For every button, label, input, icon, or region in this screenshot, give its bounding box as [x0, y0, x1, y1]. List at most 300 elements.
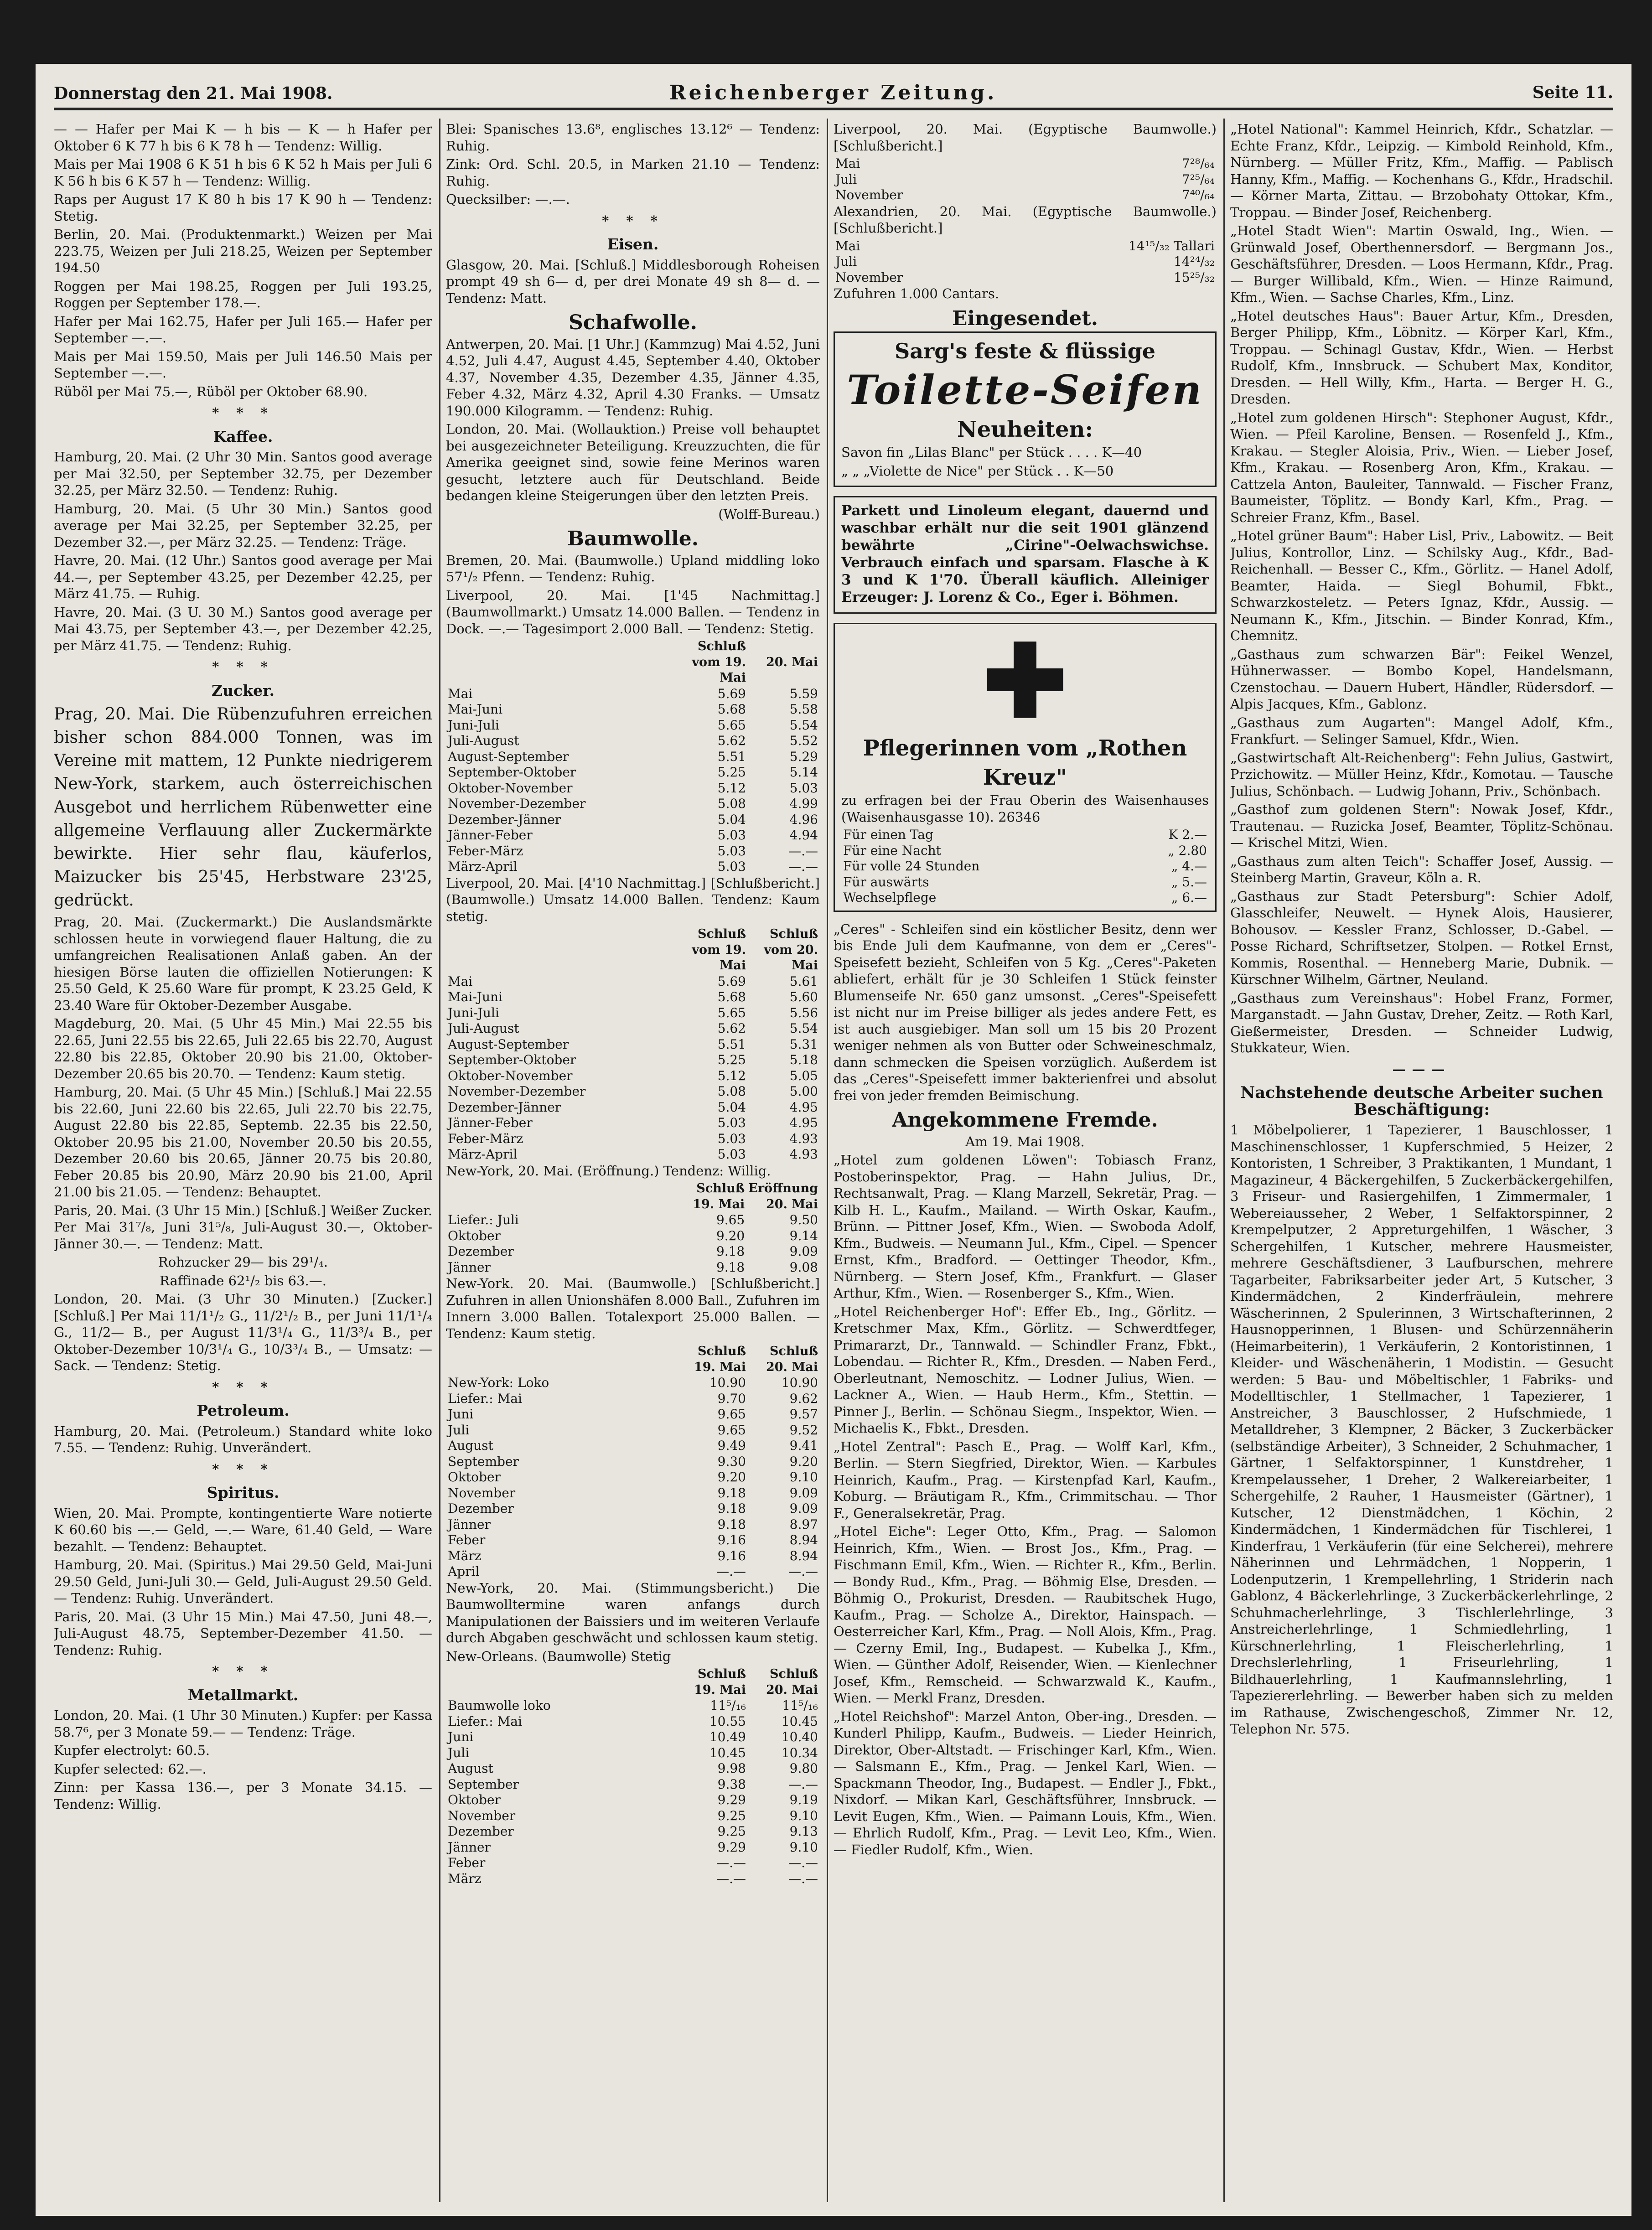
table-row [446, 1485, 820, 1501]
price-cell: 9.65 [717, 1407, 746, 1422]
visitor-list: „Gasthaus zur Stadt Petersburg": Schier Adolf, Glasschleifer, Neuwelt. — Hynek Alois, Hausierer, Bohousov. — Kessler Franz, Schlosser, D.-Gabel. — Posse Richard, Schriftsetzer, Stolpen. — Rotkel Ernst, Kommis, Rosenthal. — Henneberg Marie, Dubnik. — Kürschner Wilhelm, Gärtner, Neuland. [1230, 888, 1613, 987]
visitor-list: „Hotel Reichshof": Marzel Anton, Ober-ing., Dresden. — Kunderl Philipp, Kaufm., Budweis. — Lieder Heinrich, Direktor, Ober-Altstadt. — Frischinger Karl, Kfm., Wien. — Salsmann E., Kfm., Prag. — Jenkel Karl, Wien. — Spackmann Theodor, Ing., Budapest. — Endler J., Fbkt., Nixdorf. — Mikan Karl, Geschäftsführer, Innsbruck. — Levit Eugen, Kfm., Wien. — Paimann Louis, Kfm., Wien. — Ehrlich Rudolf, Kfm., Prag. — Levit Leo, Kfm., Wien. — Fiedler Rudolf, Kfm., Wien. [834, 1708, 1217, 1857]
price-cell: 5.14 [789, 765, 818, 780]
market-report: Magdeburg, 20. Mai. (5 Uhr 45 Min.) Mai 22.55 bis 22.65, Juni 22.55 bis 22.65, Juli 22.65 bis 22.70, August 22.80 bis 22.85, Oktober 20.90 bis 21.00, Oktober-Dezember 20.65 bis 20.70. — Tendenz: Kaum stetig. [54, 1016, 432, 1081]
market-report: Raps per August 17 K 80 h bis 17 K 90 h — Tendenz: Stetig. [54, 191, 432, 224]
table-header-row [446, 1344, 820, 1375]
price-cell: 5.08 [717, 1084, 746, 1099]
market-report: London, 20. Mai. (Wollauktion.) Preise voll behauptet bei ausgezeichneter Beteiligung. Kreuzzuchten, die für Amerika geeignet sind, sowie feine Merinos waren gesucht, letztere auch für Deutschland. Beide bedangen kleine Steigerungen über den letzten Preis. [446, 421, 820, 503]
table-row [446, 733, 820, 749]
ad-subtitle: Neuheiten: [957, 417, 1093, 442]
row-label: Oktober-November [448, 780, 573, 796]
section-heading: Baumwolle. [567, 527, 699, 550]
price-cell: —.— [788, 843, 818, 859]
section-heading: Metallmarkt. [187, 1686, 299, 1704]
table-row [446, 828, 820, 843]
price-cell: 9.18 [716, 1259, 745, 1275]
price-cell: 9.29 [717, 1839, 746, 1855]
market-report: Hamburg, 20. Mai. (2 Uhr 30 Min. Santos good average per Mai 32.50, per September 32.75, per Dezember 32.25, per März 32.50. — Tendenz: Ruhig. [54, 449, 432, 498]
price-cell: 5.03 [717, 1147, 746, 1162]
market-report: Rüböl per Mai 75.—, Rüböl per Oktober 68.90. [54, 383, 368, 399]
price-cell: 5.25 [717, 765, 746, 780]
price-cell: —.— [788, 1871, 818, 1886]
price-cell: 9.50 [789, 1212, 818, 1227]
price-cell: 14¹⁵/₃₂ Tallari [1129, 238, 1215, 254]
price-cell: 4.93 [789, 1131, 818, 1146]
table-row [446, 1792, 820, 1808]
table-row [446, 686, 820, 702]
market-report: Prag, 20. Mai. Die Rübenzufuhren erreichen bisher schon 884.000 Tonnen, was im Vereine mit mattem, 12 Punkte niedrigerem New-York, starkem, auch österreichischen Ausgebot und herrlichem Rübenwetter eine allgemeine Verflauung aller Zuckermärkte bewirkte. Hier sehr flau, käuferlos, Maizucker bis 25'45, Herbstware 23'25, gedrückt. [54, 705, 432, 910]
price-table [446, 639, 820, 875]
column-header: Schluß vom 19. Mai [692, 639, 746, 685]
ad-line: Savon fin „Lilas Blanc" per Stück . . . . K—40 [841, 445, 1142, 460]
table-row [841, 827, 1209, 843]
row-label: Jänner [448, 1839, 491, 1855]
price-cell: 4.95 [789, 1115, 818, 1130]
price-cell: 7⁴⁰/₆₄ [1181, 187, 1215, 202]
price-cell: 9.09 [789, 1501, 818, 1516]
row-label: September-Oktober [448, 765, 576, 780]
row-label: Für einen Tag [843, 827, 933, 842]
ad-line: „ „ „Violette de Nice" per Stück . . K—50 [841, 463, 1114, 479]
table-row [446, 1840, 820, 1856]
price-cell: 5.58 [789, 702, 818, 717]
row-label: Jänner [448, 1516, 491, 1532]
price-cell: 9.19 [789, 1792, 818, 1807]
section-heading: Eingesendet. [952, 306, 1098, 330]
table-row [446, 1501, 820, 1517]
date-line: Am 19. Mai 1908. [965, 1133, 1085, 1149]
market-report: Mais per Mai 1908 6 K 51 h bis 6 K 52 h Mais per Juli 6 K 56 h bis 6 K 57 h — Tendenz: Willig. [54, 156, 432, 189]
price-cell: „ 2.80 [1168, 843, 1207, 858]
column-markets-2 [446, 121, 820, 2200]
row-label: Dezember-Jänner [448, 1099, 561, 1115]
row-label: November [835, 269, 903, 285]
price-cell: 5.54 [789, 717, 818, 733]
table-header-row [446, 926, 820, 974]
market-report: Wien, 20. Mai. Prompte, kontingentierte Ware notierte K 60.60 bis —.— Geld, —.— Ware, 61.40 Geld, — Ware bezahlt. — Tendenz: Behauptet. [54, 1505, 432, 1554]
price-cell: 9.16 [717, 1532, 746, 1547]
price-cell: 9.13 [789, 1824, 818, 1839]
price-cell: 9.52 [789, 1422, 818, 1438]
table-row [446, 1532, 820, 1548]
market-report: New-York, 20. Mai. (Eröffnung.) Tendenz: Willig. [446, 1163, 771, 1179]
market-report: Antwerpen, 20. Mai. [1 Uhr.] (Kammzug) Mai 4.52, Juni 4.52, Juli 4.47, August 4.45, September 4.40, Oktober 4.37, November 4.35, Dezember 4.35, Jänner 4.35, Feber 4.32, März 4.32, April 4.30 Franks. — Umsatz 190.000 Kilogramm. — Tendenz: Ruhig. [446, 336, 820, 419]
row-label: August [448, 1761, 493, 1776]
price-cell: 5.68 [717, 702, 746, 717]
price-cell: 5.03 [789, 780, 818, 796]
row-label: Jänner-Feber [448, 1115, 533, 1130]
price-cell: 10.45 [781, 1713, 818, 1729]
visitor-list: „Hotel grüner Baum": Haber Lisl, Priv., Labowitz. — Beit Julius, Kontrollor, Linz. — Schilsky Aug., Kfdr., Bad-Reichenhall. — Besser C., Kfm., Görlitz. — Hanel Adolf, Beamter, Haida. — Siegl Bohumil, Fbkt., Schwarzkosteletz. — Peters Ignaz, Kfdr., Aussig. — Neumann K., Kfm., Jitschin. — Binder Konrad, Kfm., Chemnitz. [1230, 528, 1613, 643]
row-label: Baumwolle loko [448, 1698, 551, 1713]
table-row [446, 1244, 820, 1260]
table-row [446, 702, 820, 718]
column-divider [1223, 119, 1225, 2202]
column-header [446, 639, 676, 686]
price-cell: 5.18 [789, 1052, 818, 1067]
row-label: Mai-Juni [448, 702, 503, 717]
price-cell: „ 6.— [1171, 890, 1207, 905]
row-label: Juni-Juli [448, 1005, 499, 1020]
header-date: Donnerstag den 21. Mai 1908. [54, 84, 333, 103]
table-row [446, 1469, 820, 1485]
visitor-list: „Gasthaus zum alten Teich": Schaffer Josef, Aussig. — Steinberg Martin, Graveur, Köln a. R. [1230, 853, 1613, 885]
market-report: Zinn: per Kassa 136.—, per 3 Monate 34.15. — Tendenz: Willig. [54, 1780, 432, 1812]
market-report: Berlin, 20. Mai. (Produktenmarkt.) Weizen per Mai 223.75, Weizen per Juli 218.25, Weizen per September 194.50 [54, 227, 432, 275]
price-cell: 9.65 [717, 1422, 746, 1438]
table-row [446, 859, 820, 875]
market-report: — — Hafer per Mai K — h bis — K — h Hafer per Oktober 6 K 77 h bis 6 K 78 h — Tendenz: Willig. [54, 121, 432, 154]
column-header: Schluß 19. Mai [693, 1181, 745, 1211]
price-cell: —.— [788, 859, 818, 874]
market-report: New-Orleans. (Baumwolle) Stetig [446, 1648, 671, 1664]
section-heading: Eisen. [607, 235, 659, 253]
price-table [446, 1344, 820, 1580]
column-header: Schluß vom 19. Mai [692, 927, 746, 973]
market-report: Havre, 20. Mai. (12 Uhr.) Santos good average per Mai 44.—, per September 43.25, per Dezember 42.25, per März 41.75. — Ruhig. [54, 553, 432, 601]
price-cell: 9.20 [717, 1469, 746, 1485]
row-label: Dezember [448, 1244, 514, 1259]
market-report: Hamburg, 20. Mai. (Spiritus.) Mai 29.50 Geld, Mai-Juni 29.50 Geld, Juni-Juli 30.— Geld, Juli-August 29.50 Geld. — Tendenz: Ruhig. Unverändert. [54, 1557, 432, 1606]
price-cell: 5.51 [717, 1036, 746, 1052]
table-row [446, 1084, 820, 1100]
row-label: Mai [448, 686, 473, 701]
table-row [446, 1824, 820, 1840]
price-cell: 10.49 [709, 1729, 746, 1744]
section-heading: Zucker. [212, 681, 274, 699]
separator-stars: * * * [602, 212, 664, 228]
table-row [841, 874, 1209, 890]
visitor-list: „Gasthaus zum Vereinshaus": Hobel Franz, Former, Marganstadt. — Jahn Gustav, Dreher, Zeitz. — Roth Karl, Gießermeister, Dresden. — Schneider Ludwig, Stukkateur, Wien. [1230, 990, 1613, 1055]
row-label: Mai-Juni [448, 989, 503, 1004]
price-cell: 9.08 [789, 1259, 818, 1275]
price-table [446, 1666, 820, 1887]
price-cell: 4.96 [789, 812, 818, 827]
row-label: Juli-August [448, 733, 519, 748]
price-cell: 5.69 [717, 973, 746, 989]
price-cell: 5.03 [717, 828, 746, 843]
market-report: Blei: Spanisches 13.6⁸, englisches 13.12⁶ — Tendenz: Ruhig. [446, 121, 820, 154]
price-cell: 9.30 [717, 1454, 746, 1469]
visitor-list: „Hotel zum goldenen Hirsch": Stephoner August, Kfdr., Wien. — Pfeil Karoline, Bensen. — Rosenfeld J., Kfm., Krakau. — Stegler Aloisia, Priv., Wien. — Lieber Josef, Kfm., Krakau. — Rosenberg Aron, Kfm., Krakau. — Cattzela Anton, Bauleiter, Tannwald. — Fischer Franz, Baumeister, Töplitz. — Bondy Karl, Kfm., Prag. — Schreier Franz, Kfm., Basel. [1230, 409, 1613, 525]
market-report: Quecksilber: —.—. [446, 191, 570, 207]
row-label: März-April [448, 859, 518, 874]
table-row [446, 781, 820, 797]
row-label: Liefer.: Juli [448, 1212, 519, 1227]
row-label: Juni [448, 1729, 474, 1744]
table-row [446, 1005, 820, 1021]
ad-title: Pflegerinnen vom „Rothen Kreuz" [863, 735, 1187, 790]
row-label: Oktober [448, 1228, 501, 1243]
separator-stars: * * * [212, 1663, 274, 1679]
price-cell: —.— [716, 1871, 746, 1886]
ad-text: Parkett und Linoleum elegant, dauernd und waschbar erhält nur die seit 1901 glänzend bewährte „Cirine"-Oelwachswichse. Verbrauch einfach und sparsam. Flasche à K 3 und K 1'70. Überall käuflich. Alleiniger Erzeuger: J. Lorenz & Co., Eger i. Böhmen. [841, 502, 1209, 605]
table-row [446, 1729, 820, 1745]
table-row [834, 238, 1217, 254]
market-report: Bremen, 20. Mai. (Baumwolle.) Upland middling loko 57¹/₂ Pfenn. — Tendenz: Ruhig. [446, 552, 820, 585]
table-row [446, 1391, 820, 1407]
row-label: November [835, 187, 903, 202]
page-number: Seite 11. [1532, 83, 1613, 102]
table-row [446, 1423, 820, 1438]
row-label: Feber-März [448, 843, 523, 859]
row-label: Für eine Nacht [843, 843, 941, 858]
price-cell: 9.25 [717, 1824, 746, 1839]
column-header: 20. Mai [766, 655, 818, 669]
visitor-list: „Hotel Stadt Wien": Martin Oswald, Ing., Wien. — Grünwald Josef, Oberthennersdorf. — Bergmann Jos., Geschäftsführer, Dresden. — Loos Hermann, Kfdr., Prag. — Burger Willibald, Kfm., Wien. — Hinze Raimund, Kfm., Wien. — Sachse Charles, Kfm., Linz. [1230, 223, 1613, 305]
price-cell: 4.93 [789, 1147, 818, 1162]
ad-line: zu erfragen bei der Frau Oberin des Waisenhauses (Waisenhausgasse 10). 26346 [841, 792, 1209, 825]
price-cell: 5.60 [789, 989, 818, 1004]
price-cell: „ 4.— [1171, 859, 1207, 874]
price-cell: —.— [788, 1564, 818, 1579]
price-cell: 5.25 [717, 1052, 746, 1067]
price-cell: 11⁵/₁₆ [710, 1698, 746, 1713]
row-label: Für auswärts [843, 874, 929, 890]
price-cell: 9.20 [789, 1454, 818, 1469]
row-label: Juli [448, 1422, 470, 1438]
price-cell: 9.18 [717, 1485, 746, 1500]
table-row [446, 1777, 820, 1793]
visitor-list: „Gasthaus zum Augarten": Mangel Adolf, Kfm., Frankfurt. — Selinger Samuel, Kfdr., Wien. [1230, 714, 1613, 747]
price-cell: 11⁵/₁₆ [782, 1698, 818, 1713]
section-heading: Petroleum. [197, 1402, 290, 1419]
advertisement-ceres: „Ceres" - Schleifen sind ein köstlicher Besitz, denn wer bis Ende Juli dem Kaufmanne, von dem er „Ceres"-Speisefett bezieht, Schleifen von 5 Kg. „Ceres"-Paketen abliefert, erhält für je 30 Schleifen 1 Stück feinster Blumenseife Nr. 650 ganz umsonst. „Ceres"-Speisefett ist nicht nur im Preise billiger als jedes andere Fett, es ist auch ausgiebiger. Man soll um 15 bis 20 Prozent weniger nehmen als von Butter oder Schweineschmalz, dann schmecken die Speisen vorzüglich. Außerdem ist das „Ceres"-Speisefett immer bakterienfrei und absolut frei von jeder fremden Beimischung. [834, 921, 1217, 1103]
row-label: Oktober [448, 1792, 501, 1807]
row-label: April [448, 1564, 480, 1579]
source-credit: (Wolff-Bureau.) [718, 506, 820, 522]
table-row [446, 1855, 820, 1871]
row-label: Liefer.: Mai [448, 1391, 522, 1406]
price-cell: 5.12 [717, 780, 746, 796]
market-report: Hamburg, 20. Mai. (Petroleum.) Standard white loko 7.55. — Tendenz: Ruhig. Unverändert. [54, 1423, 432, 1455]
row-label: Mai [835, 238, 860, 254]
row-label: März [448, 1548, 482, 1563]
row-label: Für volle 24 Stunden [843, 859, 980, 874]
row-label: September-Oktober [448, 1052, 576, 1067]
visitor-list: „Gasthaus zum schwarzen Bär": Feikel Wenzel, Hühnerwasser. — Bombo Kopel, Handelsmann, Czenstochau. — Dauern Hubert, Händler, Rüdersdorf. — Alpis Jacques, Kfm., Gablonz. [1230, 646, 1613, 712]
row-label: August-September [448, 1036, 569, 1052]
market-report: Raffinade 62¹/₂ bis 63.—. [160, 1273, 326, 1288]
row-label: Juni [448, 1407, 474, 1422]
table-row [446, 1517, 820, 1533]
market-report: Hamburg, 20. Mai. (5 Uhr 30 Min.) Santos good average per Mai 32.25, per September 32.25, per Dezember 32.—, per März 32.25. — Tendenz: Träge. [54, 501, 432, 550]
market-report: New-York. 20. Mai. (Baumwolle.) [Schlußbericht.] Zufuhren in allen Unionshäfen 8.000 Ball., Zufuhren im Innern 3.000 Ballen. Totalexport 25.000 Ballen. — Tendenz: Kaum stetig. [446, 1276, 820, 1341]
price-cell: 9.65 [716, 1212, 745, 1227]
table-row [834, 254, 1217, 270]
row-label: Jänner [448, 1259, 491, 1275]
price-cell: 9.10 [789, 1469, 818, 1485]
row-label: Juli-August [448, 1021, 519, 1036]
section-heading: Spiritus. [207, 1484, 280, 1501]
table-row [841, 859, 1209, 874]
row-label: New-York: Loko [448, 1375, 549, 1390]
price-cell: 9.18 [716, 1244, 745, 1259]
column-header: Schluß 19. Mai [694, 1344, 746, 1374]
price-cell: 5.65 [717, 1005, 746, 1020]
price-cell: 9.18 [717, 1501, 746, 1516]
row-label: November [448, 1808, 516, 1823]
market-report: Liverpool, 20. Mai. (Egyptische Baumwolle.) [Schlußbericht.] [834, 121, 1217, 154]
column-ads-visitors [834, 121, 1217, 2200]
separator-stars: * * * [212, 1379, 274, 1395]
price-cell: —.— [716, 1855, 746, 1870]
market-report: Kupfer selected: 62.—. [54, 1761, 207, 1777]
price-cell: 9.41 [789, 1438, 818, 1453]
price-cell: 10.40 [781, 1729, 818, 1744]
column-header: Schluß 19. Mai [694, 1667, 746, 1697]
price-cell: 5.52 [789, 733, 818, 748]
market-report: Paris, 20. Mai. (3 Uhr 15 Min.) Mai 47.50, Juni 48.—, Juli-August 48.75, September-Dezember 41.50. — Tendenz: Ruhig. [54, 1609, 432, 1658]
table-row [446, 1052, 820, 1068]
row-label: Feber-März [448, 1131, 523, 1146]
ad-banner: Toilette-Seifen [847, 366, 1203, 414]
row-label: August-September [448, 749, 569, 764]
market-report: Roggen per Mai 198.25, Roggen per Juli 193.25, Roggen per September 178.—. [54, 278, 432, 310]
row-label: März [448, 1871, 482, 1886]
column-header: Schluß 20. Mai [766, 1344, 818, 1374]
separator-stars: * * * [212, 659, 274, 674]
price-cell: —.— [716, 1564, 746, 1579]
table-row [446, 1100, 820, 1116]
table-row [446, 1714, 820, 1730]
market-report: Paris, 20. Mai. (3 Uhr 15 Min.) [Schluß.] Weißer Zucker. Per Mai 31⁷/₈, Juni 31⁵/₈, Juli-August 30.—, Oktober-Jänner 30.—. — Tendenz: Matt. [54, 1202, 432, 1252]
table-row [841, 890, 1209, 906]
price-cell: 5.03 [717, 843, 746, 859]
row-label: Juli [448, 1745, 470, 1760]
price-cell: 8.94 [789, 1548, 818, 1563]
table-row [446, 1548, 820, 1564]
row-label: Liefer.: Mai [448, 1713, 522, 1729]
row-label: September [448, 1454, 519, 1469]
row-label: Wechselpflege [843, 890, 937, 905]
price-cell: 5.69 [717, 686, 746, 701]
price-cell: 5.65 [717, 717, 746, 733]
visitor-list: „Hotel Zentral": Pasch E., Prag. — Wolff Karl, Kfm., Berlin. — Stern Siegfried, Direktor, Wien. — Karbules Heinrich, Kaufm., Prag. — Kirstenpfad Karl, Kaufm., Koburg. — Bräutigam R., Kfm., Crimmitschau. — Thor F., Generalsekretär, Prag. [834, 1438, 1217, 1521]
row-label: März-April [448, 1147, 518, 1162]
row-label: Oktober-November [448, 1068, 573, 1083]
table-header-row [446, 1666, 820, 1698]
price-cell: 10.34 [781, 1745, 818, 1760]
price-cell: 9.20 [716, 1228, 745, 1243]
table-row [446, 812, 820, 828]
market-report: London, 20. Mai. (1 Uhr 30 Minuten.) Kupfer: per Kassa 58.7⁶, per 3 Monate 59.— — Tendenz: Träge. [54, 1707, 432, 1740]
table-row [446, 1068, 820, 1084]
job-listings: 1 Möbelpolierer, 1 Tapezierer, 1 Bauschlosser, 1 Maschinenschlosser, 1 Kupferschmied, 5 Heizer, 2 Kontoristen, 1 Schreiber, 3 Praktikanten, 1 Mundant, 1 Magazineur, 4 Bäckergehilfen, 5 Zuckerbäckergehilfen, 3 Friseur- und Rasiergehilfen, 1 Zimmermaler, 1 Webereiausseher, 2 Weber, 1 Selfaktorspinner, 2 Krempelputzer, 2 Appreturgehilfen, 1 Wäscher, 3 Schergehilfen, 1 Kutscher, mehrere Hausmeister, mehrere Geschäftsdiener, 3 Laufburschen, mehrere Tagarbeiter, Fabriksarbeiter jeder Art, 5 Kutscher, 3 Kindermädchen, 2 Kinderfräulein, mehrere Wäscherinnen, 2 Spulerinnen, 3 Wirtschafterinnen, 2 Hausnopperinnen, 1 Blusen- und Schürzennäherin (Heimarbeiterin), 1 Verkäuferin, 2 Kontoristinnen, 1 Kleider- und Wäschenäherin, 1 Modistin. — Gesucht werden: 5 Bau- und Möbeltischler, 1 Fabriks- und Modelltischler, 1 Stellmacher, 1 Tapezierer, 1 Anstreicher, 3 Bauschlosser, 2 Hufschmiede, 1 Metalldreher, 3 Klempner, 2 Bäcker, 3 Zuckerbäcker (selbständige Arbeiter), 3 Schneider, 2 Schuhmacher, 1 Gärtner, 1 Selfaktorspinner, 1 Kunstdreher, 1 Krempelausseher, 1 Dreher, 2 Walkereiarbeiter, 1 Schergehilfe, 2 Rauher, 1 Hausmeister (Gärtner), 1 Kutscher, 12 Dienstmädchen, 1 Köchin, 2 Kindermädchen, 1 Kindermädchen für Tischlerei, 1 Kinderfrau, 1 Verkäuferin (für eine Selcherei), mehrere Näherinnen und Lehrmädchen, 1 Nopperin, 1 Lodenputzerin, 1 Krempellehrling, 1 Striderin nach Gablonz, 4 Bäckerlehrlinge, 3 Zuckerbäckerlehrlinge, 2 Schuhmacherlehrlinge, 3 Tischlerlehrlinge, 3 Anstreicherlehrlinge, 1 Schmiedlehrling, 1 Kürschnerlehrling, 1 Fleischerlehrling, 1 Drechslerlehrling, 1 Friseurlehrling, 1 Bildhauerlehrling, 1 Kaufmannslehrling, 1 Tapeziererlehrling. — Bewerber haben sich zu melden im Rathause, Zwischengeschoß, Zimmer Nr. 12, Telephon Nr. 575. [1230, 1122, 1613, 1737]
market-report: Mais per Mai 159.50, Mais per Juli 146.50 Mais per September —.—. [54, 348, 432, 381]
table-row [446, 1131, 820, 1147]
price-cell: 5.00 [789, 1084, 818, 1099]
price-cell: 8.94 [789, 1532, 818, 1547]
price-cell: 9.10 [789, 1808, 818, 1823]
table-row [446, 1021, 820, 1037]
table-row [446, 1564, 820, 1580]
column-visitors-jobs [1230, 121, 1613, 2200]
price-cell: „ 5.— [1171, 874, 1207, 890]
column-divider [439, 119, 440, 2202]
price-cell: 5.08 [717, 796, 746, 811]
price-cell: 15²⁵/₃₂ [1174, 269, 1215, 285]
table-row [446, 1147, 820, 1163]
row-label: Mai [448, 973, 473, 989]
row-label: November-Dezember [448, 1084, 586, 1099]
row-label: Jänner-Feber [448, 828, 533, 843]
market-report: Zufuhren 1.000 Cantars. [834, 286, 999, 301]
price-cell: 9.38 [717, 1776, 746, 1792]
table-row [446, 1375, 820, 1391]
price-table [841, 827, 1209, 906]
red-cross-icon: ✚ [983, 622, 1067, 740]
row-label: Juni-Juli [448, 717, 499, 733]
row-label: Feber [448, 1532, 486, 1547]
row-label: September [448, 1776, 519, 1792]
advertisement-red-cross [834, 623, 1217, 912]
market-report: Hamburg, 20. Mai. (5 Uhr 45 Min.) [Schluß.] Mai 22.55 bis 22.60, Juni 22.60 bis 22.65, Juli 22.70 bis 22.75, August 22.80 bis 22.85, Septemb. 22.35 bis 22.50, Oktober 20.95 bis 21.00, November 20.50 bis 20.55, Dezember 20.60 bis 20.65, Jänner 20.75 bis 20.80, Feber 20.85 bis 20.90, März 20.90 bis 21.00, April 21.00 bis 21.05. — Tendenz: Behauptet. [54, 1084, 432, 1200]
table-row [834, 187, 1217, 203]
table-row [446, 1260, 820, 1276]
visitor-list: „Gasthof zum goldenen Stern": Nowak Josef, Kfdr., Trautenau. — Ruzicka Josef, Beamter, Töplitz-Schönau. — Krischel Mitzi, Wien. [1230, 802, 1613, 850]
row-label: Juli [835, 254, 857, 269]
price-cell: 9.14 [789, 1228, 818, 1243]
price-cell: 10.45 [709, 1745, 746, 1760]
column-header: Schluß 20. Mai [766, 1667, 818, 1697]
market-report: Prag, 20. Mai. (Zuckermarkt.) Die Auslandsmärkte schlossen heute in vorwiegend flauer Haltung, die zu umfangreichen Realisationen Anlaß gaben. An der hiesigen Börse lauten die offiziellen Notierungen: K 25.50 Geld, K 25.60 Ware für prompt, K 23.25 Geld, K 23.40 Ware für Oktober-Dezember Ausgabe. [54, 914, 432, 1013]
separator-stars: * * * [212, 1461, 274, 1477]
price-cell: 5.03 [717, 1115, 746, 1130]
price-cell: —.— [788, 1855, 818, 1870]
separator-rule: ——— [1392, 1061, 1451, 1077]
table-row [446, 1037, 820, 1053]
market-report: Alexandrien, 20. Mai. (Egyptische Baumwolle.) [Schlußbericht.] [834, 203, 1217, 236]
table-row [446, 1745, 820, 1761]
section-heading: Angekommene Fremde. [892, 1108, 1158, 1132]
price-cell: 9.18 [717, 1516, 746, 1532]
price-cell: 9.25 [717, 1808, 746, 1823]
table-row [446, 1808, 820, 1824]
table-row [446, 1438, 820, 1454]
price-table [446, 1181, 820, 1275]
market-report: Zink: Ord. Schl. 20.5, in Marken 21.10 — Tendenz: Ruhig. [446, 156, 820, 189]
table-row [446, 749, 820, 765]
market-report: Havre, 20. Mai. (3 U. 30 M.) Santos good average per Mai 43.75, per September 43.—, per Dezember 42.25, per März 41.75. — Tendenz: Ruhig. [54, 604, 432, 653]
price-cell: K 2.— [1168, 827, 1207, 842]
section-heading: Nachstehende deutsche Arbeiter suchen Beschäftigung: [1240, 1083, 1603, 1119]
price-cell: 9.09 [789, 1485, 818, 1500]
price-cell: 5.03 [717, 1131, 746, 1146]
table-row [446, 1761, 820, 1777]
price-cell: —.— [788, 1776, 818, 1792]
table-row [446, 1228, 820, 1244]
price-table [834, 238, 1217, 286]
page-header [54, 80, 1613, 110]
visitor-list: „Gastwirtschaft Alt-Reichenberg": Fehn Julius, Gastwirt, Przichowitz. — Müller Heinz, Kfdr., Komotau. — Tausche Julius, Schönbach. — Ludwig Johann, Priv., Schönbach. [1230, 750, 1613, 799]
market-report: New-York, 20. Mai. (Stimmungsbericht.) Die Baumwolltermine waren anfangs durch Manipulationen der Baissiers und im weiteren Verlaufe durch Abgaben geschwächt und schlossen kaum stetig. [446, 1580, 820, 1645]
price-cell: 5.59 [789, 686, 818, 701]
market-report: Liverpool, 20. Mai. [1'45 Nachmittag.] (Baumwollmarkt.) Umsatz 14.000 Ballen. — Tendenz in Dock. —.— Tagesimport 2.000 Ball. — Tendenz: Stetig. [446, 587, 820, 636]
newspaper-page [36, 64, 1631, 2216]
price-table [446, 926, 820, 1163]
price-cell: 5.62 [717, 733, 746, 748]
price-cell: 9.57 [789, 1407, 818, 1422]
price-cell: 5.56 [789, 1005, 818, 1020]
table-row [446, 843, 820, 859]
ad-title: Sarg's feste & flüssige [894, 339, 1156, 363]
visitor-list: „Hotel Reichenberger Hof": Effer Eb., Ing., Görlitz. — Kretschmer Max, Kfm., Görlitz. — Schwerdtfeger, Primararzt, Dr., Tannwald. — Schindler Franz, Fbkt., Lobendau. — Richter R., Kfm., Dresden. — Naben Ferd., Oberleutnant, Nemoschitz. — Lodner Julius, Wien. — Lackner A., Wien. — Haub Herm., Kfm., Stettin. — Pinner J., Berlin. — Schönau Siegm., Inspektor, Wien. — Michaelis K., Fbkt., Dresden. [834, 1304, 1217, 1436]
row-label: Dezember [448, 1824, 514, 1839]
price-cell: 5.31 [789, 1036, 818, 1052]
column-header: Schluß vom 20. Mai [764, 927, 818, 973]
